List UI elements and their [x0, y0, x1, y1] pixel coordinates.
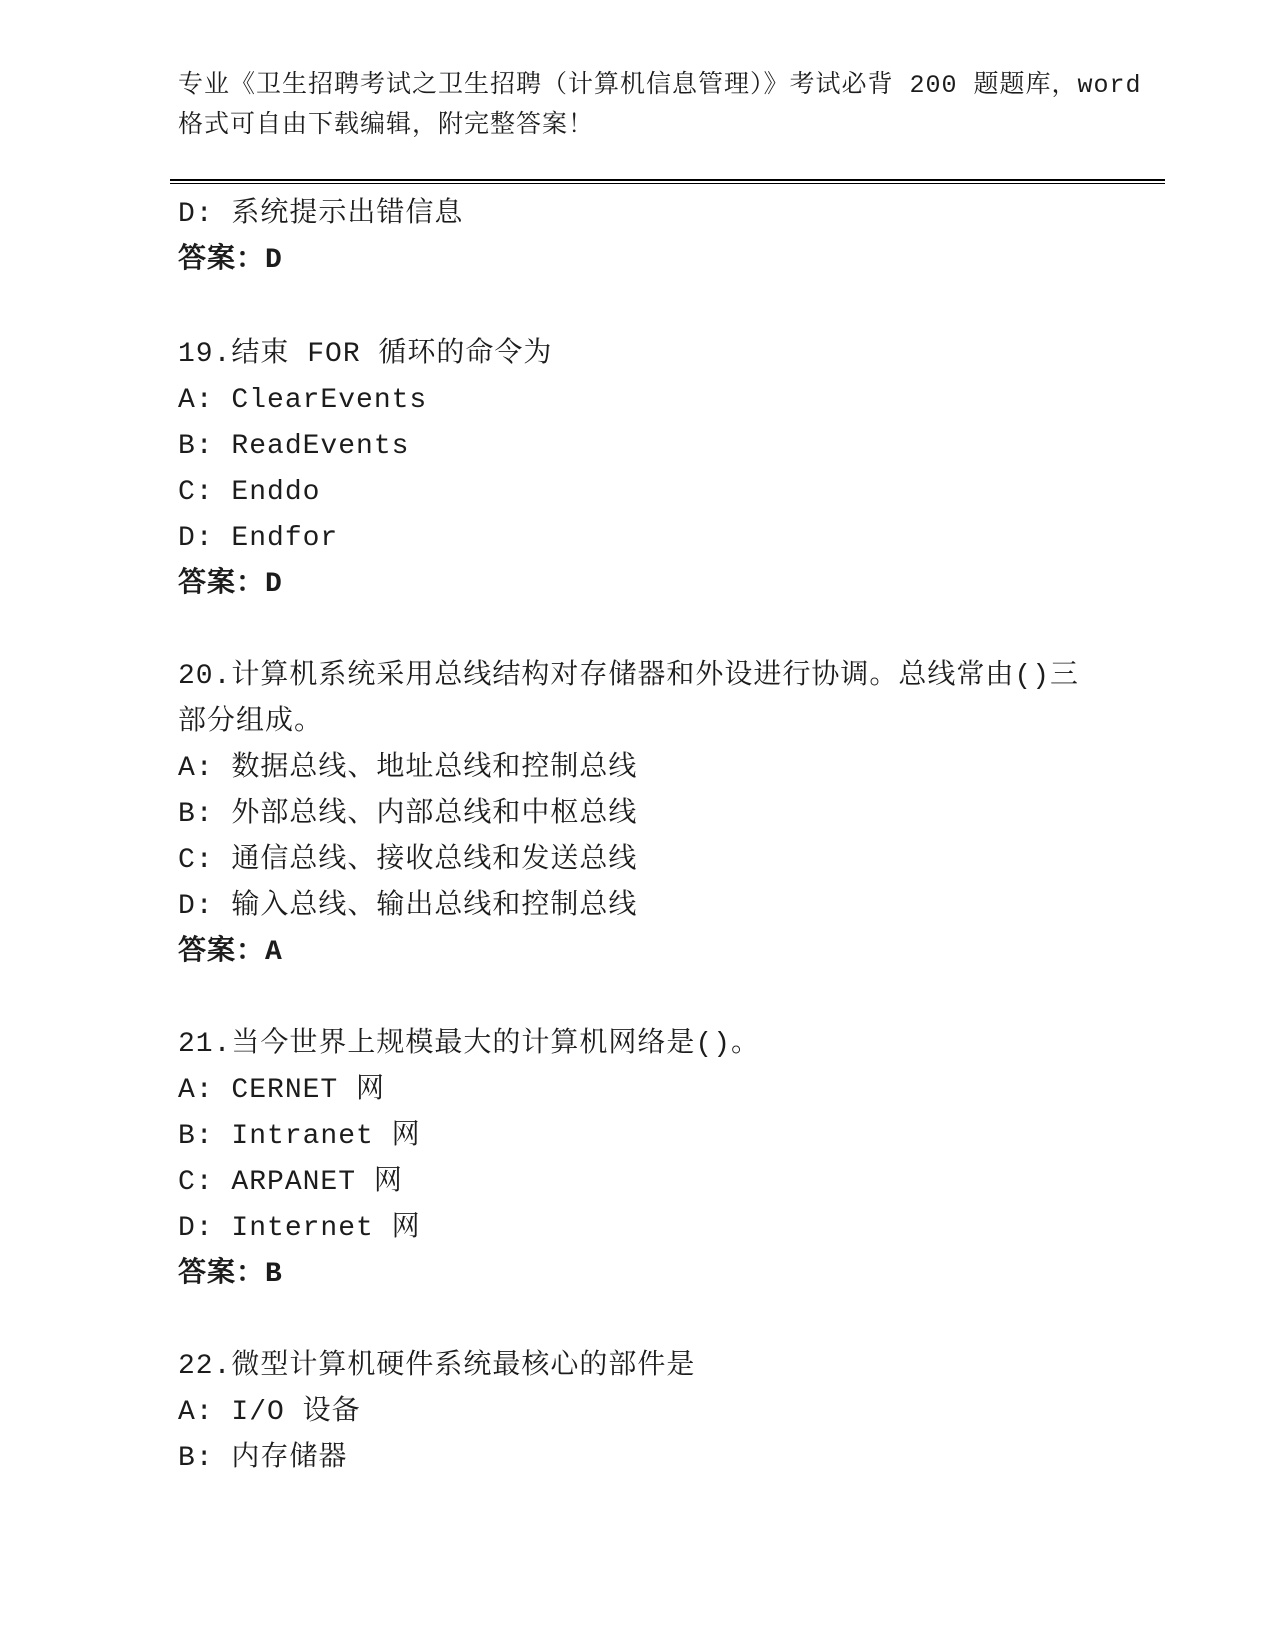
- header-text-line-1: 专业《卫生招聘考试之卫生招聘（计算机信息管理）》考试必背 200 题题库，word: [178, 71, 1142, 100]
- question-22: [178, 1344, 1215, 1482]
- q18-option-d: D: 系统提示出错信息: [178, 199, 464, 230]
- q22-option-b: B: 内存储器: [178, 1443, 348, 1474]
- document-body: [178, 184, 1215, 1482]
- q20-option-d: D: 输入总线、输出总线和控制总线: [178, 891, 638, 922]
- q18-answer: 答案：D: [178, 245, 283, 276]
- q21-text: 21.当今世界上规模最大的计算机网络是()。: [178, 1029, 761, 1060]
- document-header: [178, 0, 1185, 146]
- q22-text: 22.微型计算机硬件系统最核心的部件是: [178, 1351, 696, 1382]
- q19-text: 19.结束 FOR 循环的命令为: [178, 339, 553, 370]
- q19-option-b: B: ReadEvents: [178, 431, 410, 462]
- q20-text-line-1: 20.计算机系统采用总线结构对存储器和外设进行协调。总线常由()三: [178, 661, 1080, 692]
- q20-option-c: C: 通信总线、接收总线和发送总线: [178, 845, 638, 876]
- q21-option-c: C: ARPANET 网: [178, 1167, 403, 1198]
- q21-answer: 答案：B: [178, 1259, 283, 1290]
- q22-option-a: A: I/O 设备: [178, 1397, 361, 1428]
- q21-option-b: B: Intranet 网: [178, 1121, 421, 1152]
- q19-option-d: D: Endfor: [178, 523, 339, 554]
- q19-option-c: C: Enddo: [178, 477, 321, 508]
- q19-option-a: A: ClearEvents: [178, 385, 428, 416]
- question-20: [178, 654, 1215, 976]
- header-text-line-2: 格式可自由下载编辑，附完整答案！: [178, 111, 595, 140]
- question-21: [178, 1022, 1215, 1298]
- q20-option-b: B: 外部总线、内部总线和中枢总线: [178, 799, 638, 830]
- q19-answer: 答案：D: [178, 569, 283, 600]
- q20-text-line-2: 部分组成。: [178, 707, 324, 738]
- question-19: [178, 332, 1215, 608]
- q21-option-d: D: Internet 网: [178, 1213, 421, 1244]
- q21-option-a: A: CERNET 网: [178, 1075, 386, 1106]
- q20-option-a: A: 数据总线、地址总线和控制总线: [178, 753, 638, 784]
- q20-answer: 答案：A: [178, 937, 283, 968]
